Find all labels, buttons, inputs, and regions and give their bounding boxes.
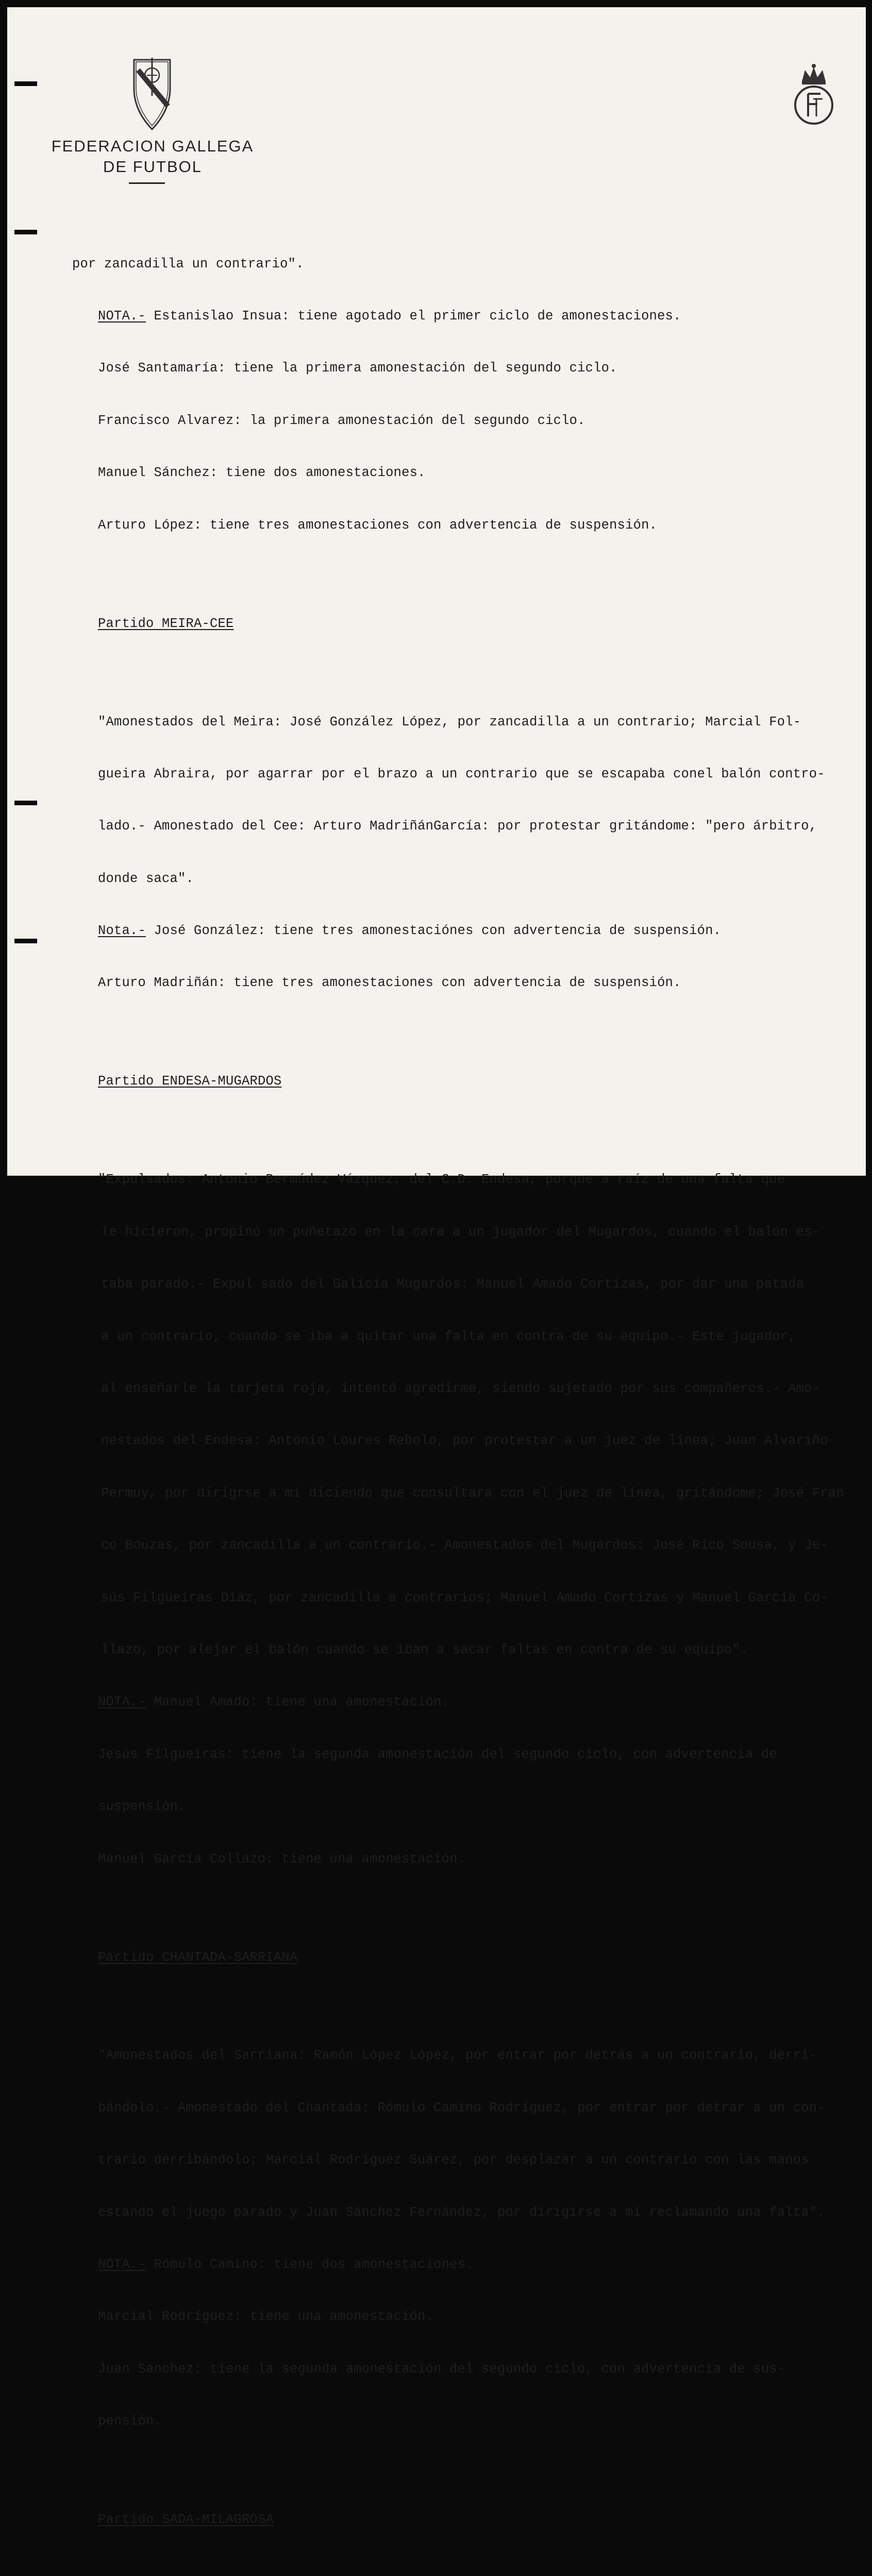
- punch-hole-mark: [14, 81, 37, 86]
- federation-name: [44, 136, 261, 177]
- match-heading-text: Partido ENDESA-MUGARDOS: [98, 1074, 282, 1089]
- text-line: Manuel Sánchez: tiene dos amonestaciones.: [98, 465, 426, 481]
- punch-hole-mark: [14, 939, 37, 943]
- document-page: [7, 7, 866, 2528]
- note-text: Rómulo Camino: tiene dos amonestaciones.: [146, 2257, 474, 2273]
- text-line: por zancadilla un contrario".: [72, 256, 304, 272]
- text-line: donde saca".: [98, 871, 194, 886]
- text-line: "Amonestados del Sarriana: Ramón López López, por entrar por detrás a un contrario, derri-: [98, 2048, 817, 2063]
- note-line: [72, 2256, 866, 2274]
- text-line: bándolo.- Amonestado del Chantada: Rómulo Camino Rodríguez, por entrar por detrar a un con-: [98, 2100, 825, 2115]
- punch-hole-mark: [14, 230, 37, 234]
- text-line: "Amonestados del Meira: José González López, por zancadilla a un contrario; Marcial Fol-: [98, 714, 801, 730]
- report-body: [72, 221, 866, 2576]
- text-line: Arturo López: tiene tres amonestaciones con advertencia de suspensión.: [98, 517, 658, 533]
- federation-name-line2: DE FUTBOL: [103, 158, 202, 176]
- text-line: Jesús Filgueiras: tiene la segunda amonestación del segundo ciclo, con advertencia de: [98, 1747, 777, 1762]
- text-line: taba parado.- Expul sado del Galicia Mugardos: Manuel Amado Cortizas, por dar una patada: [101, 1277, 804, 1292]
- text-line: sús Filgueiras Díaz, por zancadilla a contrarios; Manuel Amado Cortizas y Manuel García Co-: [101, 1590, 828, 1605]
- note-label: Nota.-: [98, 923, 146, 939]
- text-line: Juan Sánchez: tiene la segunda amonestación del segundo ciclo, con advertencia de sus-: [98, 2361, 785, 2377]
- match-heading: [72, 2511, 866, 2529]
- note-text: Manuel Amado: tiene una amonestación.: [146, 1694, 450, 1710]
- text-line: lado.- Amonestado del Cee: Arturo MadriñánGarcía: por protestar gritándome: "pero árbitro,: [98, 819, 817, 834]
- text-line: suspensión.: [98, 1799, 186, 1815]
- text-line: gueira Abraira, por agarrar por el brazo a un contrario que se escapaba conel balón contro-: [98, 766, 825, 782]
- note-label: NOTA.-: [98, 2257, 146, 2273]
- text-line: "Expulsados: Antonio Bermúdez Vázquez, del C.D. Endesa, porque a raíz de una falta que: [98, 1172, 785, 1188]
- match-heading-text: Partido CHANTADA-SARRIANA: [98, 1950, 298, 1965]
- text-line: Arturo Madriñán: tiene tres amonestaciones con advertencia de suspensión.: [98, 975, 681, 991]
- note-label: NOTA.-: [98, 1694, 146, 1710]
- match-heading-text: Partido SADA-MILAGROSA: [98, 2512, 274, 2528]
- note-label: NOTA.-: [98, 308, 146, 324]
- note-text: Estanislao Insua: tiene agotado el primer ciclo de amonestaciones.: [146, 308, 681, 324]
- federation-shield-logo: [129, 55, 175, 132]
- text-line: co Bouzas, por zancadilla a un contrario.- Amonestados del Mugardos: José Rico Sousa, y Je-: [101, 1538, 828, 1553]
- note-line: [72, 1693, 866, 1711]
- text-line: a un contrario, cuando se iba a quitar una falta en contra de su equipo.- Este jugador,: [101, 1329, 796, 1344]
- federation-name-line1: FEDERACION GALLEGA: [51, 137, 254, 155]
- text-line: nestados del Endesa: Antonio Loures Rebolo, por protestar a un juez de línea; Juan Alvariño: [101, 1433, 828, 1449]
- text-line: llazo, por alejar el balón cuando se iban a sacar faltas en contra de su equipo".: [101, 1642, 748, 1657]
- note-line: [72, 308, 866, 325]
- text-line: Marcial Rodríguez: tiene una amonestación.: [98, 2309, 434, 2325]
- text-line: pensión.: [98, 2414, 162, 2429]
- note-text: José González: tiene tres amonestaciónes con advertencia de suspensión.: [146, 923, 722, 939]
- text-line: Manuel García Collazo: tiene una amonestación.: [98, 1851, 466, 1867]
- text-line: Francisco Alvarez: la primera amonestación del segundo ciclo.: [98, 413, 585, 428]
- crown-emblem-logo: [791, 61, 837, 128]
- punch-hole-mark: [14, 801, 37, 805]
- text-line: le hicieron, propinó un puñetazo en la cara a un jugador del Mugardos, cuando el balón es-: [101, 1224, 820, 1240]
- text-line: estando el juego parado y Juan Sánchez Fernández, por dirigirse a mí reclamando una falta".: [98, 2205, 825, 2220]
- match-heading: [72, 1073, 866, 1090]
- text-line: Permuy, por dirigrse a mí diciendo que consultara con el juez de línea, gritándome; José Fran: [101, 1485, 844, 1501]
- text-line: trario derribándolo; Marcial Rodríguez Suárez, por desplazar a un contrario con las manos: [98, 2153, 809, 2168]
- text-line: José Santamaría: tiene la primera amonestación del segundo ciclo.: [98, 361, 617, 376]
- note-line: [72, 922, 866, 940]
- text-line: al enseñarle la tarjeta roja, intentó agredirme, siendo sujetado por sus compañeros.- Amo-: [101, 1381, 820, 1396]
- match-heading: [72, 615, 866, 633]
- match-heading-text: Partido MEIRA-CEE: [98, 616, 234, 631]
- header-divider: [129, 182, 165, 184]
- match-heading: [72, 1949, 866, 1967]
